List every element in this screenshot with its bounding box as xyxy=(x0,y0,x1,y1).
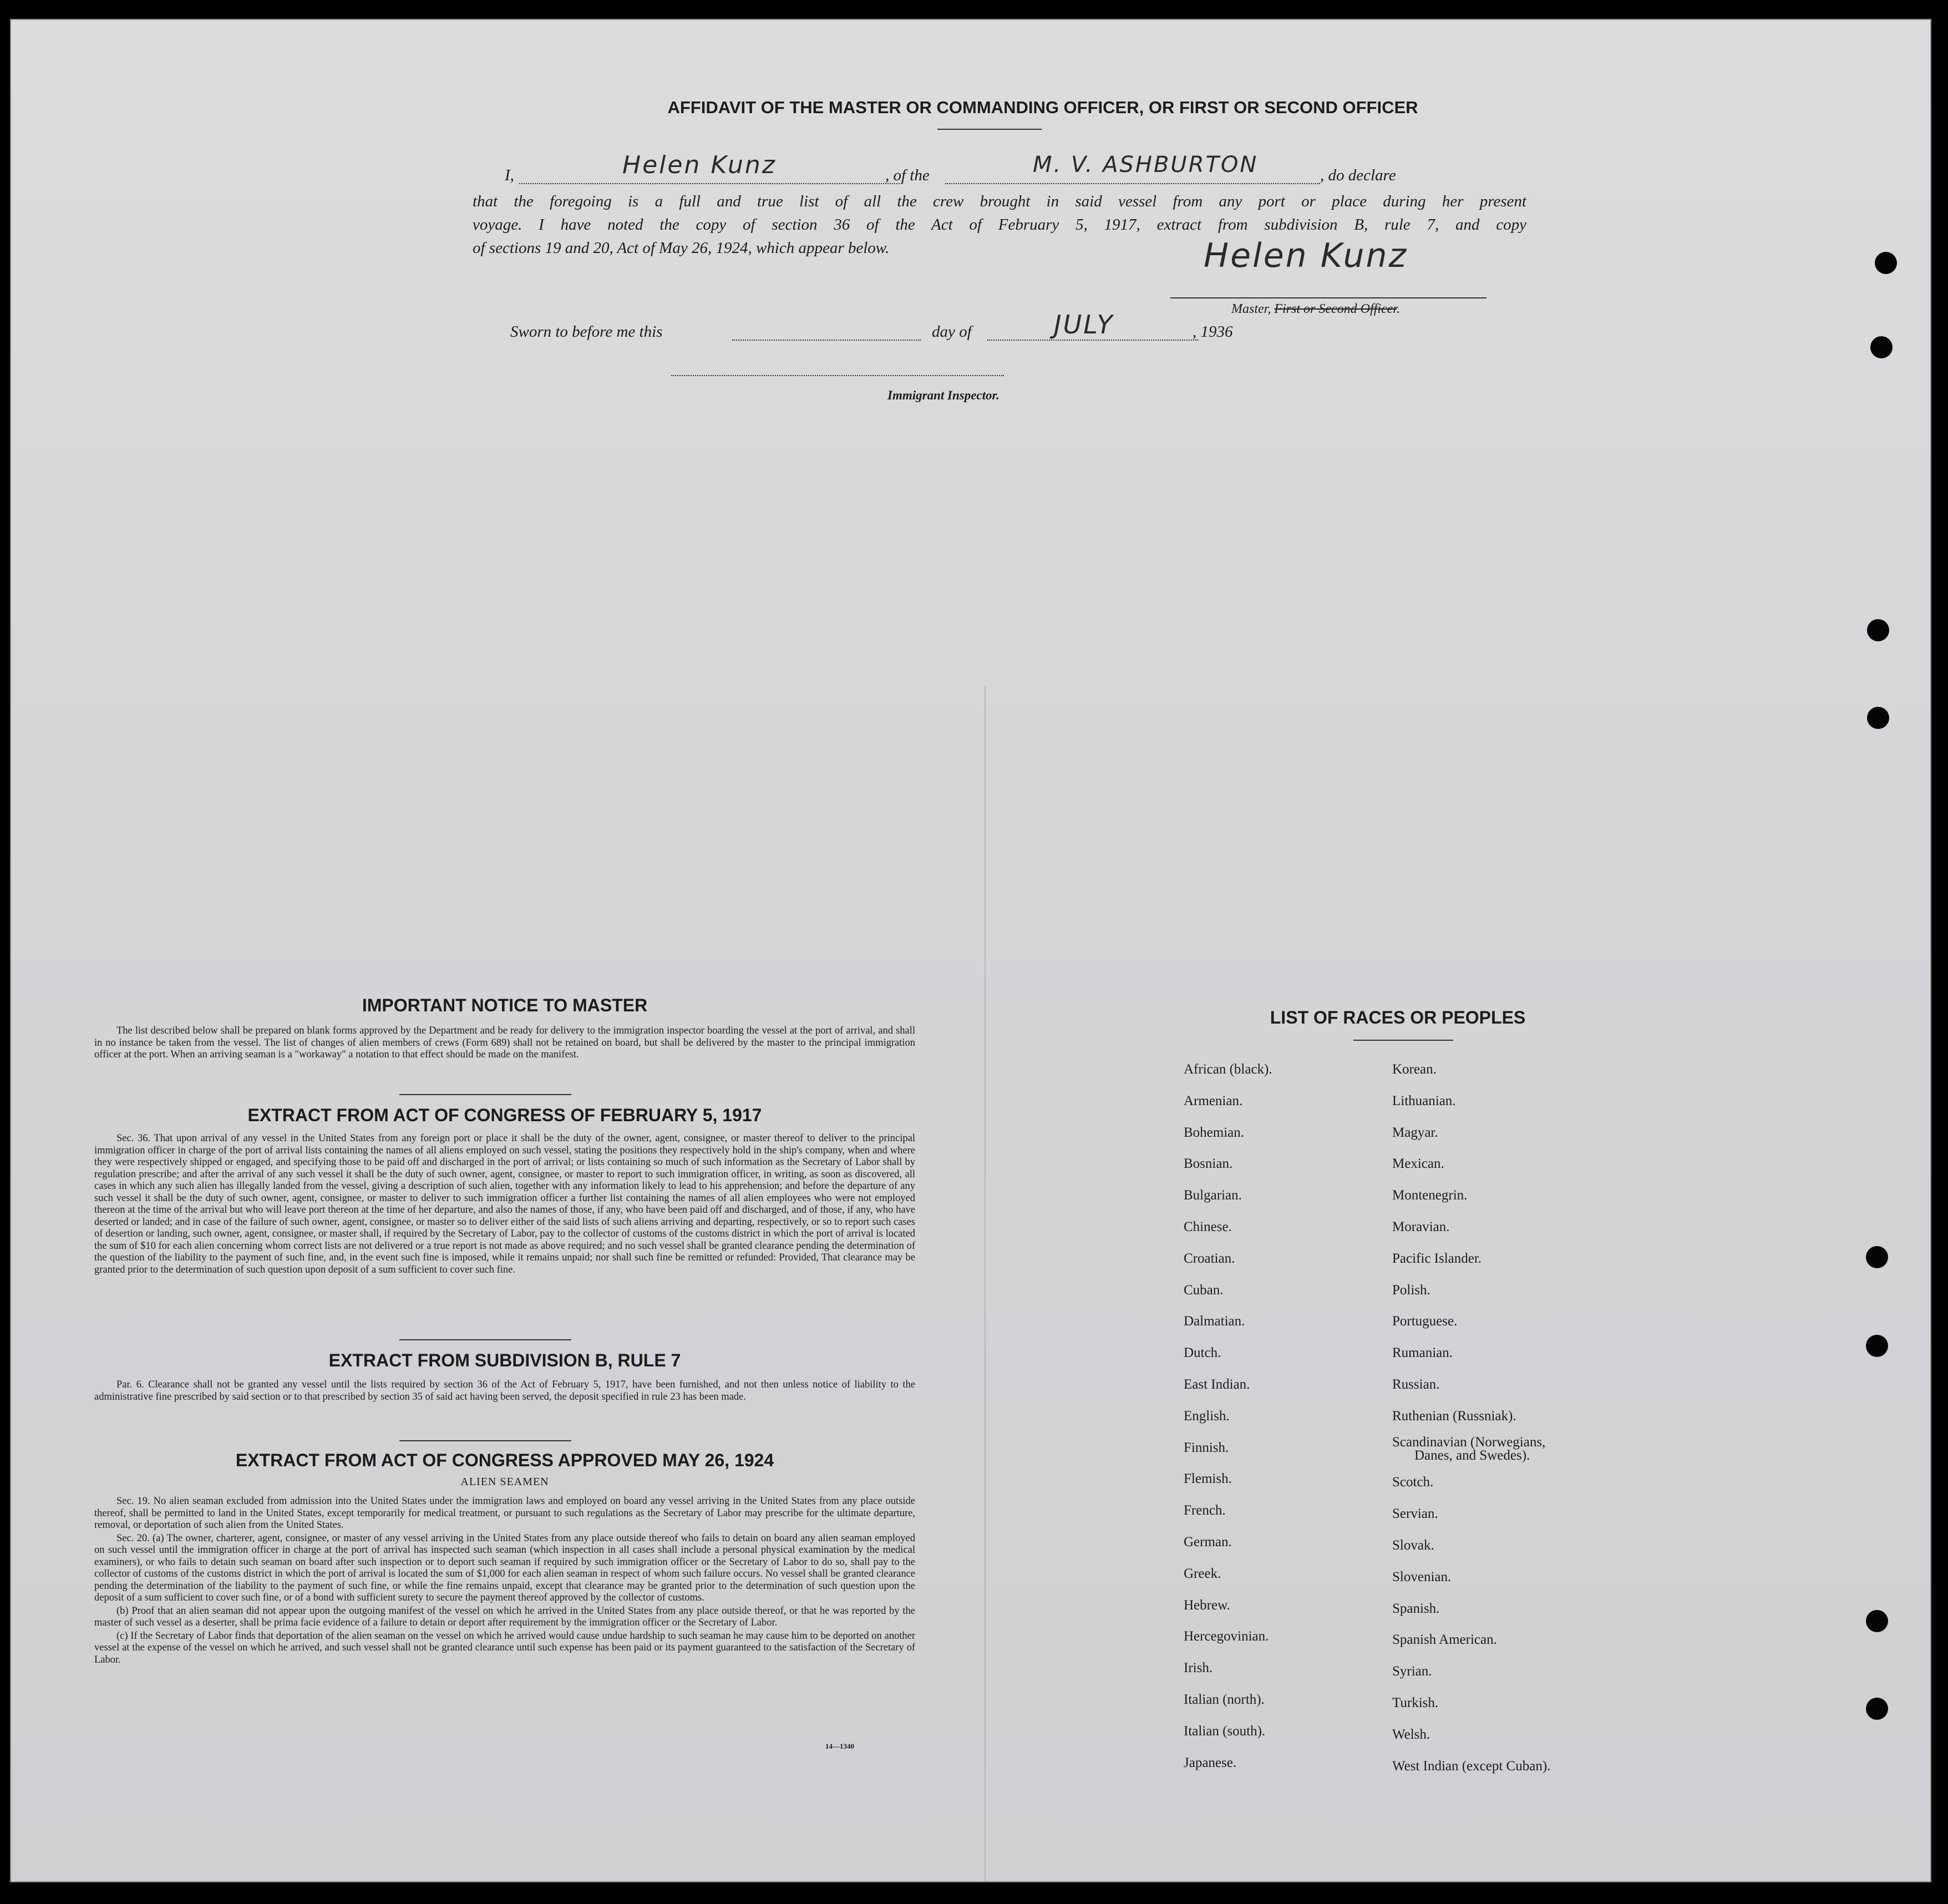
sec20c-paragraph: (c) If the Secretary of Labor finds that deportation of the alien seaman on the vessel on which he arrived would cause undue hardship to such seaman he may cause him to be deported on another vessel at the expense of the vessel on which he arrived, and such vessel shall not be granted clearance until such expense has been paid or its payment guaranteed to the satisfaction of the Secretary of Labor. xyxy=(94,1630,915,1665)
affidavit-title: AFFIDAVIT OF THE MASTER OR COMMANDING OFFICER, OR FIRST OR SECOND OFFICER xyxy=(667,98,1418,117)
race-item: Flemish. xyxy=(1184,1471,1232,1487)
document-page xyxy=(10,19,1931,1882)
race-item: English. xyxy=(1184,1408,1230,1424)
races-column-2 xyxy=(1392,1054,1550,1782)
affidavit-body-line: of sections 19 and 20, Act of May 26, 1924, which appear below. xyxy=(473,239,890,257)
race-item: East Indian. xyxy=(1184,1376,1250,1392)
label-of-the: , of the xyxy=(885,166,930,184)
race-item-line: Scandinavian (Norwegians, xyxy=(1392,1434,1546,1450)
race-item: Mexican. xyxy=(1392,1156,1444,1172)
race-item: Japanese. xyxy=(1184,1755,1237,1770)
race-item: Pacific Islander. xyxy=(1392,1250,1482,1266)
race-item: Syrian. xyxy=(1392,1664,1432,1679)
vessel-name-line xyxy=(945,183,1320,184)
race-item: Greek. xyxy=(1184,1566,1221,1581)
race-item: Italian (north). xyxy=(1184,1692,1265,1707)
form-number: 14—1340 xyxy=(825,1742,854,1750)
sec19-paragraph: Sec. 19. No alien seaman excluded from admission into the United States under the immigration laws and employed on board any vessel arriving in the United States from any place outside thereof, shall be permitted to land in the United States, except temporarily for medical treatment, or pursuant to such regulations as the Secretary of Labor may prescribe for the ultimate departure, removal, or deportation of such alien from the United States. xyxy=(94,1496,915,1531)
race-item: Hercegovinian. xyxy=(1184,1629,1269,1644)
race-item-two-line xyxy=(1392,1432,1550,1467)
races-title-rule xyxy=(1353,1040,1453,1041)
race-item: Scotch. xyxy=(1392,1475,1434,1490)
race-item: Chinese. xyxy=(1184,1219,1232,1234)
vessel-name-handwritten: M. V. ASHBURTON xyxy=(1033,152,1259,178)
race-item: Korean. xyxy=(1392,1062,1437,1077)
signature-title xyxy=(1231,302,1400,317)
race-item: Ruthenian (Russniak). xyxy=(1392,1408,1516,1424)
punch-hole xyxy=(1867,707,1889,729)
race-item: Dalmatian. xyxy=(1184,1314,1245,1329)
race-item: Russian. xyxy=(1392,1376,1440,1392)
sec20a-paragraph: Sec. 20. (a) The owner, charterer, agent, consignee, or master of any vessel arriving in the United States from any place outside thereof who fails to detain on board any alien seaman employed on such vessel until the immigration officer in charge at the port of arrival has inspected such seaman (which inspection in all cases shall include a personal physical examination by the medical examiners), or who fails to detain such seaman on board after such inspection or to deport such seaman if required by such immigration officer or the Secretary of Labor to do so, shall pay to the collector of customs of the customs district in which the port of arrival is located the sum of $1,000 for each alien seaman in respect of whom such failure occurs. No vessel shall be granted clearance pending the determination of the liability to the payment of such fine, or while the fine remains unpaid, except that clearance may be granted prior to the determination of such question upon the deposit of a sum sufficient to cover such fine, or of a bond with sufficient surety to secure the payment thereof approved by the collector of customs. xyxy=(94,1532,915,1603)
sworn-line xyxy=(510,310,1287,351)
master-name-line xyxy=(519,183,902,184)
race-item: Cuban. xyxy=(1184,1282,1224,1298)
race-item: Irish. xyxy=(1184,1660,1213,1676)
signature-title-struck: First or Second Officer xyxy=(1274,302,1397,316)
extract-1924-text xyxy=(94,1496,915,1667)
punch-hole xyxy=(1866,1246,1888,1268)
rule7-text xyxy=(94,1379,915,1404)
extract-1917-paragraph: Sec. 36. That upon arrival of any vessel in the United States from any foreign port or place it shall be the duty of the owner, agent, consignee, or master thereof to deliver to the principal immigration officer in charge of the port of arrival lists containing the names of all aliens employed on such vessel, stating the positions they respectively hold in the ship's company, when and where they were respectively shipped or engaged, and specifying those to be paid off and discharged in the port of arrival; or lists containing so much of such information as the Secretary of Labor shall by regulation prescribe; and after the arrival of any such vessel it shall be the duty of such owner, agent, consignee, or master to report to such immigration officer, in writing, as soon as discovered, all cases in which any such alien has illegally landed from the vessel, giving a description of such alien, together with any information likely to lead to his apprehension; and before the departure of any such vessel it shall be the duty of such owner, agent, consignee, or master to deliver to such immigration officer a further list containing the names of all alien employees who were not employed thereon at the time of the arrival but who will leave port thereon at the time of her departure, and also the names of those, if any, who have been paid off and discharged, and of those, if any, who have deserted or landed; and in case of the failure of such owner, agent, consignee, or master so to deliver either of the said lists of such aliens arriving and departing, respectively, or so to report such cases of desertion or landing, such owner, agent, consignee, or master shall, if required by the Secretary of Labor, pay to the collector of customs of the customs district in which the port of arrival is located the sum of $10 for each alien concerning whom correct lists are not delivered or a true report is not made as above required; and no such vessel shall be granted clearance pending the determination of the question of the liability to the payment of such fine, and, in the event such fine is imposed, while it remains unpaid; nor shall such fine be remitted or refunded: Provided, That clearance may be granted prior to the determination of such question upon deposit of a sum sufficient to cover such fine. xyxy=(94,1133,915,1275)
race-item: Spanish American. xyxy=(1392,1632,1497,1648)
race-item: Lithuanian. xyxy=(1392,1093,1456,1108)
race-item: Dutch. xyxy=(1184,1345,1221,1361)
race-item-line: Danes, and Swedes). xyxy=(1414,1447,1530,1463)
race-item: Magyar. xyxy=(1392,1125,1438,1140)
master-name-handwritten: Helen Kunz xyxy=(622,151,777,179)
race-item: Welsh. xyxy=(1392,1726,1430,1742)
notice-text xyxy=(94,1025,915,1062)
sworn-year xyxy=(1193,323,1233,341)
year-suffix: 36 xyxy=(1216,323,1233,341)
affidavit-line-1 xyxy=(473,151,1526,188)
race-item: West Indian (except Cuban). xyxy=(1392,1758,1551,1774)
race-item: Bulgarian. xyxy=(1184,1188,1242,1203)
alien-seamen-subtitle: ALIEN SEAMEN xyxy=(460,1476,549,1488)
races-title: LIST OF RACES OR PEOPLES xyxy=(1270,1007,1526,1027)
race-item: French. xyxy=(1184,1503,1226,1518)
signature-title-master: Master, xyxy=(1231,302,1271,316)
signature-title-suffix: . xyxy=(1396,302,1400,316)
race-item: Finnish. xyxy=(1184,1440,1229,1455)
race-item: Rumanian. xyxy=(1392,1345,1453,1361)
affidavit-body-line: voyage. I have noted the copy of section 36 of the Act of February 5, 1917, extract from subdivision B, rule 7, and copy xyxy=(473,216,1526,234)
race-item: Italian (south). xyxy=(1184,1723,1266,1739)
section-rule xyxy=(399,1339,571,1340)
page-fold xyxy=(985,686,986,1881)
title-rule xyxy=(937,129,1042,130)
punch-hole xyxy=(1867,619,1889,641)
sworn-month-line xyxy=(987,340,1198,341)
section-rule xyxy=(399,1440,571,1441)
punch-hole xyxy=(1866,1610,1888,1632)
sec20b-paragraph: (b) Proof that an alien seaman did not appear upon the outgoing manifest of the vessel on which he arrived in the United States from any place outside thereof, or that he was reported by the master of such vessel as a deserter, shall be prima facie evidence of a failure to detain or deport after requirement by the immigration officer or the Secretary of Labor. xyxy=(94,1605,915,1628)
punch-hole xyxy=(1866,1698,1888,1720)
section-rule xyxy=(399,1094,571,1095)
race-item: Servian. xyxy=(1392,1506,1438,1522)
race-item: Armenian. xyxy=(1184,1093,1243,1108)
race-item: Spanish. xyxy=(1392,1601,1440,1616)
race-item: Bohemian. xyxy=(1184,1125,1245,1140)
race-item: Bosnian. xyxy=(1184,1156,1233,1172)
race-item: African (black). xyxy=(1184,1062,1272,1077)
punch-hole xyxy=(1866,1335,1888,1357)
rule7-paragraph: Par. 6. Clearance shall not be granted any vessel until the lists required by section 36 of the Act of February 5, 1917, have been furnished, and not then unless notice of liability to the administrative fine prescribed by said section or to that prescribed by section 35 of said act having been served, the deposit specified in rule 23 has been made. xyxy=(94,1379,915,1402)
sworn-day-line xyxy=(732,340,921,341)
day-of-label: day of xyxy=(932,323,972,341)
sworn-month-handwritten: JULY xyxy=(1054,310,1114,340)
label-do-declare: , do declare xyxy=(1320,166,1396,184)
punch-hole xyxy=(1875,252,1897,274)
affidavit-body-line: that the foregoing is a full and true list of all the crew brought in said vessel from any port or place during her present xyxy=(473,193,1526,210)
punch-hole xyxy=(1870,336,1893,358)
race-item: Croatian. xyxy=(1184,1250,1235,1266)
race-item: Portuguese. xyxy=(1392,1314,1458,1329)
race-item: German. xyxy=(1184,1534,1232,1549)
race-item: Turkish. xyxy=(1392,1695,1439,1710)
race-item: Hebrew. xyxy=(1184,1597,1230,1613)
races-column-1 xyxy=(1184,1054,1272,1779)
extract-1924-title: EXTRACT FROM ACT OF CONGRESS APPROVED MAY 26, 1924 xyxy=(235,1450,774,1470)
year-prefix: , 19 xyxy=(1193,323,1217,341)
sworn-label: Sworn to before me this xyxy=(510,323,663,341)
race-item: Moravian. xyxy=(1392,1219,1450,1234)
race-item: Slovak. xyxy=(1392,1537,1434,1553)
race-item: Polish. xyxy=(1392,1282,1430,1298)
race-item: Slovenian. xyxy=(1392,1569,1452,1584)
rule7-title: EXTRACT FROM SUBDIVISION B, RULE 7 xyxy=(328,1350,681,1370)
notice-title: IMPORTANT NOTICE TO MASTER xyxy=(362,995,648,1015)
race-item: Montenegrin. xyxy=(1392,1188,1468,1203)
master-signature: Helen Kunz xyxy=(1204,236,1408,275)
inspector-label: Immigrant Inspector. xyxy=(887,388,1000,402)
extract-1917-title: EXTRACT FROM ACT OF CONGRESS OF FEBRUARY 5, 1917 xyxy=(247,1105,762,1125)
label-i: I, xyxy=(505,166,514,184)
extract-1917-text xyxy=(94,1133,915,1277)
notice-paragraph: The list described below shall be prepared on blank forms approved by the Department and be ready for delivery to the immigration inspector boarding the vessel at the port of arrival, and shall in no instance be taken from the vessel. The list of changes of alien members of crews (Form 689) shall not be retained on board, but shall be delivered by the master to the principal immigration officer at the port. When an arriving seaman is a "workaway" a notation to that effect should be made on the manifest. xyxy=(94,1025,915,1060)
signature-rule xyxy=(1170,297,1487,298)
inspector-line xyxy=(671,375,1004,376)
